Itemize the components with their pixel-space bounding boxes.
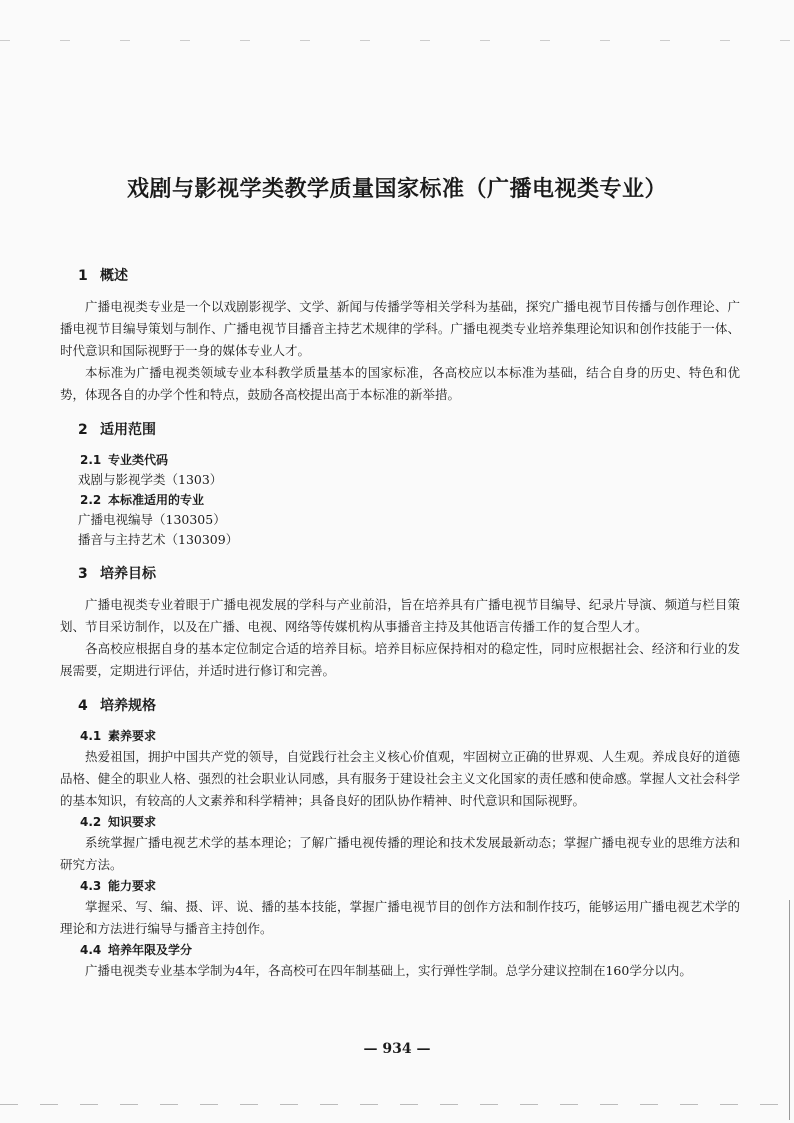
document-body xyxy=(60,262,740,982)
section-1-heading xyxy=(60,262,740,290)
section-2-heading xyxy=(60,416,740,444)
section-title: 培养规格 xyxy=(100,698,156,714)
subsection-number: 4.3 xyxy=(80,879,102,893)
section-number: 3 xyxy=(78,566,88,582)
subsection-heading xyxy=(60,876,740,896)
subsection-title: 知识要求 xyxy=(108,815,157,829)
list-item: 戏剧与影视学类（1303） xyxy=(78,472,223,487)
paragraph: 本标准为广播电视类领域专业本科教学质量基本的国家标准，各高校应以本标准为基础，结合自身的历史、特色和优势，体现各自的办学个性和特点，鼓励各高校提出高于本标准的新举措。 xyxy=(60,365,740,402)
subsection-title: 培养年限及学分 xyxy=(108,943,193,957)
section-number: 2 xyxy=(78,422,88,438)
paragraph: 广播电视类专业是一个以戏剧影视学、文学、新闻与传播学等相关学科为基础，探究广播电视节目传播与创作理论、广播电视节目编导策划与制作、广播电视节目播音主持艺术规律的学科。广播电视类专业培养集理论知识和创作技能于一体、时代意识和国际视野于一身的媒体专业人才。 xyxy=(60,299,740,358)
paragraph: 广播电视类专业基本学制为4年，各高校可在四年制基础上，实行弹性学制。总学分建议控制在160学分以内。 xyxy=(85,963,692,978)
page-number: — 934 — xyxy=(363,1041,431,1057)
scan-bottom-edge xyxy=(0,1104,794,1105)
section-number: 1 xyxy=(78,268,88,284)
section-title: 培养目标 xyxy=(100,566,156,582)
subsection-heading xyxy=(60,940,740,960)
subsection-number: 2.1 xyxy=(80,453,102,467)
subsection-number: 4.2 xyxy=(80,815,102,829)
subsection-heading xyxy=(60,812,740,832)
subsection-heading xyxy=(60,726,740,746)
section-title: 适用范围 xyxy=(100,422,156,438)
scan-right-edge xyxy=(789,900,790,1120)
section-3-heading xyxy=(60,560,740,588)
list-item: 播音与主持艺术（130309） xyxy=(78,532,239,547)
page-title: 戏剧与影视学类教学质量国家标准（广播电视类专业） xyxy=(126,177,667,202)
section-4-heading xyxy=(60,692,740,720)
section-number: 4 xyxy=(78,698,88,714)
subsection-title: 本标准适用的专业 xyxy=(108,493,205,507)
subsection-number: 2.2 xyxy=(80,493,102,507)
subsection-title: 专业类代码 xyxy=(108,453,169,467)
paragraph: 各高校应根据自身的基本定位制定合适的培养目标。培养目标应保持相对的稳定性，同时应根据社会、经济和行业的发展需要，定期进行评估，并适时进行修订和完善。 xyxy=(60,641,740,678)
paragraph: 热爱祖国，拥护中国共产党的领导，自觉践行社会主义核心价值观，牢固树立正确的世界观、人生观。养成良好的道德品格、健全的职业人格、强烈的社会职业认同感，具有服务于建设社会主义文化国家的责任感和使命感。掌握人文社会科学的基本知识，有较高的人文素养和科学精神；具备良好的团队协作精神、时代意识和国际视野。 xyxy=(60,749,740,808)
paragraph: 系统掌握广播电视艺术学的基本理论；了解广播电视传播的理论和技术发展最新动态；掌握广播电视专业的思维方法和研究方法。 xyxy=(60,835,740,872)
section-title: 概述 xyxy=(100,268,128,284)
paragraph: 掌握采、写、编、摄、评、说、播的基本技能，掌握广播电视节目的创作方法和制作技巧，能够运用广播电视艺术学的理论和方法进行编导与播音主持创作。 xyxy=(60,899,740,936)
list-item: 广播电视编导（130305） xyxy=(78,512,226,527)
subsection-number: 4.1 xyxy=(80,729,102,743)
subsection-title: 素养要求 xyxy=(108,729,157,743)
scan-top-edge xyxy=(0,40,794,41)
subsection-heading xyxy=(60,490,740,510)
paragraph: 广播电视类专业着眼于广播电视发展的学科与产业前沿，旨在培养具有广播电视节目编导、纪录片导演、频道与栏目策划、节目采访制作，以及在广播、电视、网络等传媒机构从事播音主持及其他语言传播工作的复合型人才。 xyxy=(60,597,740,634)
subsection-title: 能力要求 xyxy=(108,879,157,893)
subsection-heading xyxy=(60,450,740,470)
subsection-number: 4.4 xyxy=(80,943,102,957)
